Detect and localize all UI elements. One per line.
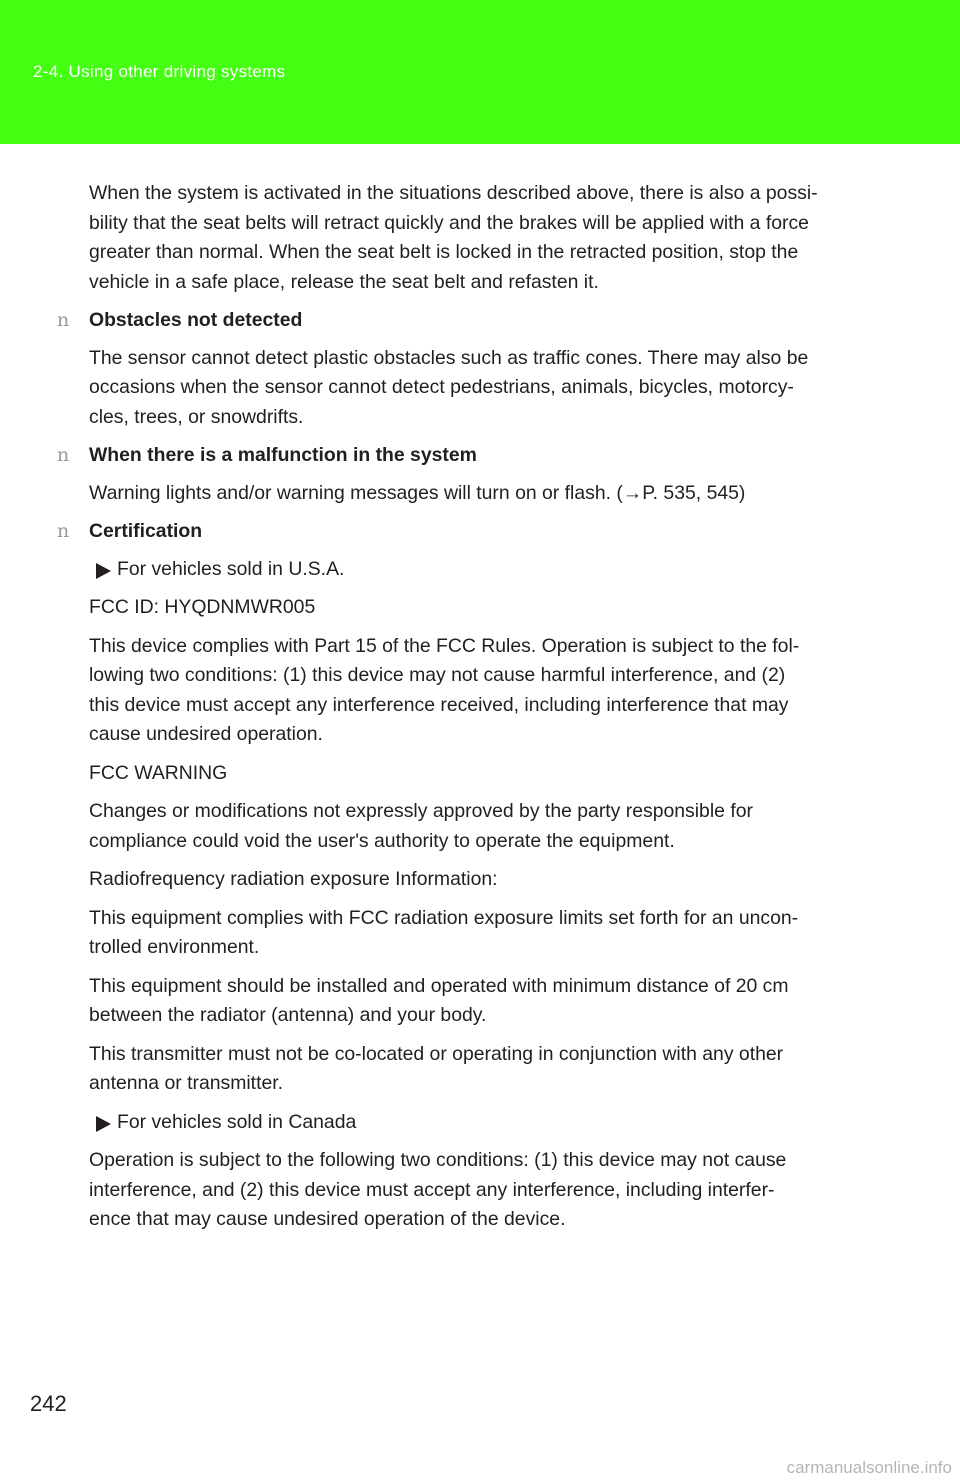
changes-paragraph: Changes or modifications not expressly approved by the party responsible for compliance could void the user's authority to operate the equipment.: [89, 800, 753, 852]
rf-colocate-paragraph: This transmitter must not be co-located or operating in conjunction with any other antenna or transmitter.: [89, 1042, 784, 1094]
fcc-rules-paragraph: This device complies with Part 15 of the FCC Rules. Operation is subject to the fol- lowing two conditions: (1) this device may not cause harmful interference, and (2) this device must accept any interference received, including interference that may cause undesired operation.: [89, 634, 800, 745]
canada-label: For vehicles sold in Canada: [117, 1110, 357, 1133]
bullet-icon: n: [57, 520, 70, 542]
usa-label: For vehicles sold in U.S.A.: [117, 557, 345, 580]
intro-paragraph: When the system is activated in the situations described above, there is also a possi- bility that the seat belts will retract quickly and the brakes will be applied with a force greater than normal. When the seat belt is locked in the retracted position, stop the vehicle in a safe place, release the seat belt and refasten it.: [89, 182, 818, 293]
heading-obstacles: [57, 306, 861, 336]
section-title: 2-4. Using other driving systems: [33, 62, 286, 81]
fcc-warning-label: FCC WARNING: [89, 761, 228, 784]
usa-subheading: [89, 555, 861, 585]
fcc-id: FCC ID: HYQDNMWR005: [89, 596, 316, 618]
arrow-right-icon: [96, 1116, 111, 1132]
page-number: 242: [30, 1391, 67, 1416]
rf-info-label: Radiofrequency radiation exposure Information:: [89, 868, 498, 890]
canada-paragraph: Operation is subject to the following two conditions: (1) this device may not cause interference, and (2) this device must accept any interference, including interfer- ence that may cause undesired operation of the device.: [89, 1149, 787, 1230]
bullet-icon: n: [57, 309, 70, 331]
section-header-bar: [0, 0, 960, 144]
malfunction-paragraph: Warning lights and/or warning messages will turn on or flash. (→P. 535, 545): [89, 481, 746, 504]
heading-malfunction: [57, 441, 861, 471]
heading-certification: [57, 517, 861, 547]
heading-text: Obstacles not detected: [89, 309, 303, 331]
heading-text: Certification: [89, 520, 203, 542]
heading-text: When there is a malfunction in the system: [89, 444, 477, 466]
page-content: [57, 179, 861, 1244]
bullet-icon: n: [57, 444, 70, 466]
canada-subheading: [89, 1108, 861, 1138]
footer-watermark: carmanualsonline.info: [786, 1458, 952, 1477]
rf-distance-paragraph: This equipment should be installed and operated with minimum distance of 20 cm between the radiator (antenna) and your body.: [89, 974, 789, 1026]
rf-limits-paragraph: This equipment complies with FCC radiation exposure limits set forth for an uncon- trolled environment.: [89, 906, 799, 958]
arrow-right-icon: [96, 563, 111, 579]
obstacles-paragraph: The sensor cannot detect plastic obstacles such as traffic cones. There may also be occasions when the sensor cannot detect pedestrians, animals, bicycles, motorcy- cles, trees, or snowdrifts.: [89, 346, 809, 428]
